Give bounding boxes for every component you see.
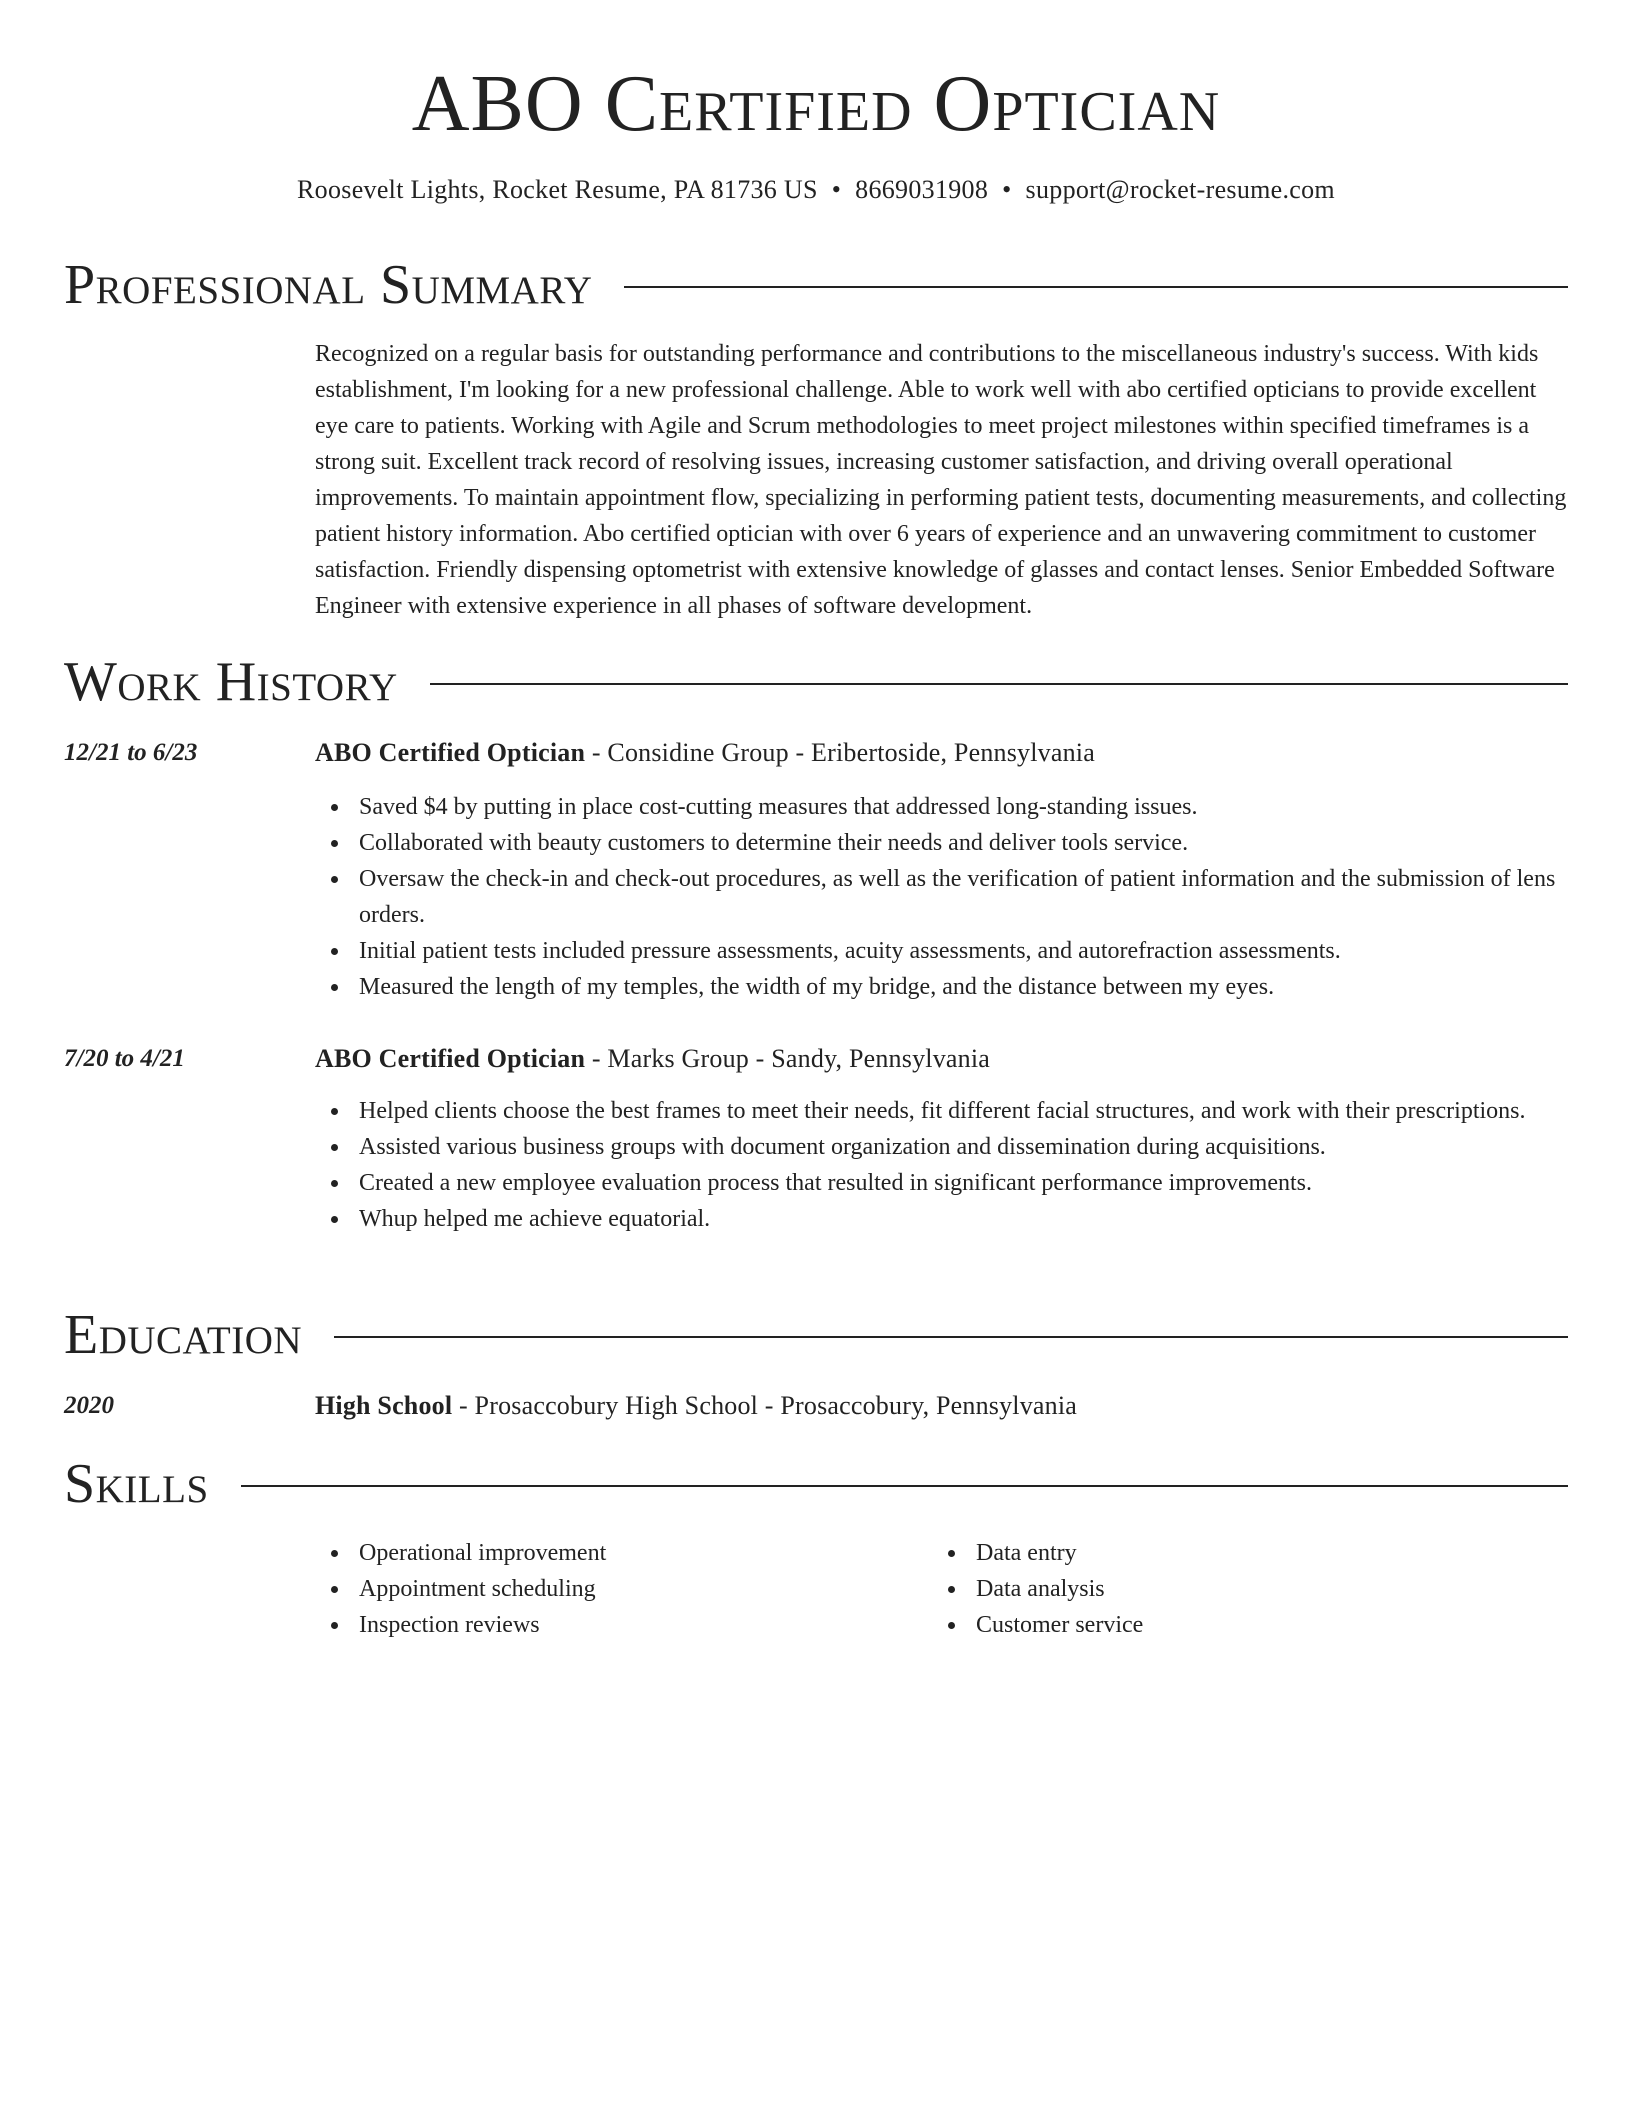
contact-separator: • [831,175,842,204]
skill-item: Data analysis [976,1571,1143,1607]
resume-header [64,0,1568,152]
skill-item: Inspection reviews [359,1607,606,1643]
summary-section [64,250,1568,619]
summary-text: Recognized on a regular basis for outstanding performance and contributions to the miscellaneous industry's success. With kids establishment, I'm looking for a new professional challenge. Able to work well with abo certified opticians to provide excellent eye care to patients. Working with Agile and Scrum methodologies to meet project milestones within specified timeframes is a strong suit. Excellent track record of resolving issues, increasing customer satisfaction, and driving overall operational improvements. To maintain appointment flow, specializing in performing patient tests, documenting measurements, and collecting patient history information. Abo certified optician with over 6 years of experience and an unwavering commitment to customer satisfaction. Friendly dispensing optometrist with extensive knowledge of glasses and contact lenses. Senior Embedded Software Engineer with extensive experience in all phases of software development. [315,341,1567,619]
education-details: - Prosaccobury High School - Prosaccobury, Pennsylvania [452,1391,1078,1420]
summary-title: Professional Summary [64,254,593,316]
list-item: Initial patient tests included pressure assessments, acuity assessments, and autorefraction assessments. [359,933,1614,969]
section-heading [64,1449,1568,1519]
list-item: Helped clients choose the best frames to meet their needs, fit different facial structures, and work with their prescriptions. [359,1093,1614,1129]
job-role: ABO Certified Optician [315,738,586,767]
contact-separator: • [1002,175,1012,204]
job-dates: 7/20 to 4/21 [64,1045,185,1072]
job-bullets [315,1093,1614,1237]
skill-item: Operational improvement [359,1535,606,1571]
contact-line [64,172,1568,208]
skills-title: Skills [64,1453,209,1515]
contact-phone: 8669031908 [855,175,989,204]
education-line [315,1388,1077,1424]
list-item: Created a new employee evaluation process that resulted in significant performance improvements. [359,1165,1614,1201]
candidate-name: ABO Certified Optician [411,60,1221,148]
section-heading [64,1300,1568,1370]
section-divider [334,1336,1568,1338]
skill-item: Appointment scheduling [359,1571,606,1607]
list-item: Saved $4 by putting in place cost-cutting measures that addressed long-standing issues. [359,789,1614,825]
skill-item: Data entry [976,1535,1143,1571]
skills-section [64,1449,1568,1638]
contact-address: Roosevelt Lights, Rocket Resume, PA 81736 US [297,175,818,204]
job-title-line [315,735,1095,771]
list-item: Assisted various business groups with document organization and dissemination during acquisitions. [359,1129,1614,1165]
work-history-title: Work History [64,651,398,713]
job-details: - Marks Group - Sandy, Pennsylvania [585,1044,990,1073]
section-divider [624,286,1568,288]
job-dates: 12/21 to 6/23 [64,739,198,766]
section-divider [241,1485,1568,1487]
work-history-section [64,647,1568,1232]
list-item: Oversaw the check-in and check-out procedures, as well as the verification of patient information and the submission of lens orders. [359,861,1614,933]
list-item: Collaborated with beauty customers to determine their needs and deliver tools service. [359,825,1614,861]
section-divider [430,683,1568,685]
resume-page [64,0,1568,1638]
section-heading [64,647,1568,717]
job-bullets [315,789,1614,1005]
list-item: Measured the length of my temples, the width of my bridge, and the distance between my eyes. [359,969,1614,1005]
skill-item: Customer service [976,1607,1143,1643]
education-title: Education [64,1304,303,1366]
list-item: Whup helped me achieve equatorial. [359,1201,1614,1237]
section-heading [64,250,1568,320]
job-role: ABO Certified Optician [315,1044,586,1073]
skills-column-left [315,1535,606,1643]
job-title-line [315,1041,990,1077]
contact-email: support@rocket-resume.com [1025,175,1335,204]
skills-column-right [932,1535,1143,1643]
education-section [64,1300,1568,1420]
job-details: - Considine Group - Eribertoside, Pennsylvania [585,738,1095,767]
education-degree: High School [315,1391,453,1420]
education-year: 2020 [64,1392,114,1419]
